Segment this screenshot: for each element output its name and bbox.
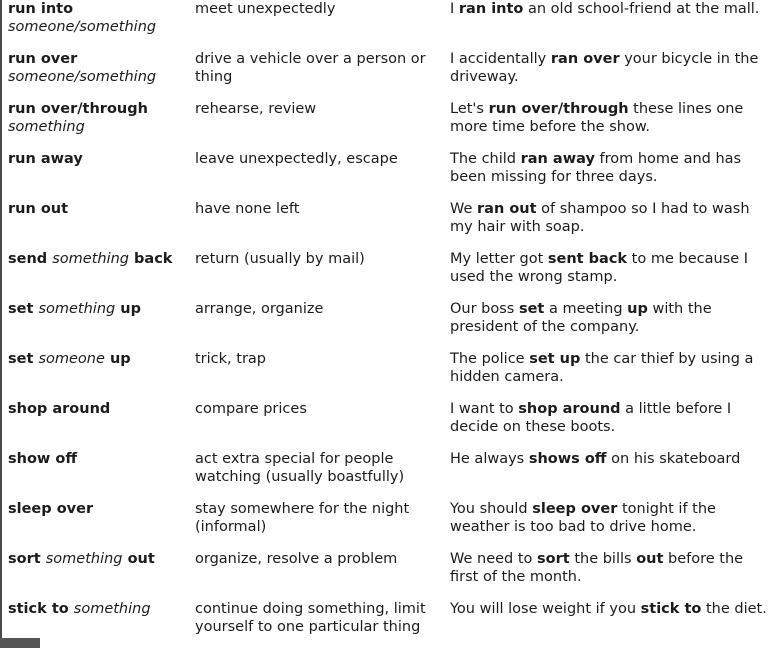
- sentence-text: I: [450, 1, 459, 17]
- sentence-text: Our boss: [450, 301, 519, 317]
- sentence-text: of shampoo so I had to wash my hair with soap.: [450, 201, 750, 235]
- phrasal-verb: [8, 50, 188, 86]
- example-sentence: [450, 600, 768, 618]
- verb-object: someone/something: [8, 19, 157, 35]
- sentence-text: before the first of the month.: [450, 551, 744, 585]
- sentence-text: The police: [450, 351, 530, 367]
- verb-text: show off: [8, 451, 78, 467]
- sentence-text: with the president of the company.: [450, 301, 712, 335]
- verb-object: something: [52, 251, 129, 267]
- definition: stay somewhere for the night (informal): [195, 501, 410, 535]
- sentence-text: We: [450, 201, 478, 217]
- sentence-text: the bills: [569, 551, 637, 567]
- phrasal-verb: [8, 100, 188, 136]
- sentence-text: from home and has been missing for three days.: [450, 151, 742, 185]
- phrasal-verb: [8, 150, 188, 168]
- example-sentence: [450, 350, 768, 386]
- verb-text: up: [104, 351, 131, 367]
- sentence-text: Let's: [450, 101, 489, 117]
- phrasal-verb: [8, 0, 188, 36]
- verb-object: someone: [38, 351, 105, 367]
- example-sentence: [450, 50, 768, 86]
- sentence-text: I want to: [450, 401, 519, 417]
- sentence-text: You should: [450, 501, 533, 517]
- verb-object: something: [73, 601, 151, 617]
- definition: arrange, organize: [195, 301, 324, 317]
- table-row: [8, 500, 773, 550]
- example-sentence: [450, 300, 768, 336]
- table-row: [8, 0, 773, 50]
- example-sentence: [450, 0, 768, 18]
- highlighted-verb: sort: [537, 551, 570, 567]
- sentence-text: We need to: [450, 551, 538, 567]
- verb-text: stick to: [8, 601, 74, 617]
- highlighted-verb: shows off: [528, 451, 607, 467]
- highlighted-verb: ran over: [550, 51, 620, 67]
- table-row: [8, 100, 773, 150]
- example-sentence: [450, 450, 768, 468]
- table-row: [8, 300, 773, 350]
- table-row: [8, 50, 773, 100]
- phrasal-verb: [8, 550, 188, 568]
- highlighted-verb: set: [518, 301, 545, 317]
- example-sentence: [450, 500, 768, 536]
- definition: act extra special for people watching (usually boastfully): [195, 451, 405, 485]
- sentence-text: on his skateboard: [606, 451, 741, 467]
- verb-text: set: [8, 301, 39, 317]
- highlighted-verb: ran into: [458, 1, 524, 17]
- verb-text: send: [8, 251, 53, 267]
- highlighted-verb: up: [627, 301, 648, 317]
- definition: meet unexpectedly: [195, 1, 336, 17]
- highlighted-verb: run over/through: [488, 101, 629, 117]
- sentence-text: to me because I used the wrong stamp.: [450, 251, 749, 285]
- verb-text: sleep over: [8, 501, 94, 517]
- sentence-text: The child: [450, 151, 521, 167]
- verb-text: shop around: [8, 401, 111, 417]
- verb-text: sort: [8, 551, 46, 567]
- definition: have none left: [195, 201, 300, 217]
- table-row: [8, 400, 773, 450]
- highlighted-verb: sent back: [547, 251, 628, 267]
- definition: organize, resolve a problem: [195, 551, 398, 567]
- definition: leave unexpectedly, escape: [195, 151, 398, 167]
- definition: rehearse, review: [195, 101, 317, 117]
- sentence-text: He always: [450, 451, 529, 467]
- sentence-text: your bicycle in the driveway.: [450, 51, 759, 85]
- highlighted-verb: set up: [529, 351, 581, 367]
- sentence-text: an old school-friend at the mall.: [523, 1, 760, 17]
- verb-text: run over/through: [8, 101, 148, 117]
- phrasal-verb: [8, 500, 188, 518]
- definition: drive a vehicle over a person or thing: [195, 51, 426, 85]
- table-row: [8, 350, 773, 400]
- definition: trick, trap: [195, 351, 266, 367]
- verb-object: something: [8, 119, 85, 135]
- example-sentence: [450, 150, 768, 186]
- sentence-text: a meeting: [544, 301, 628, 317]
- phrasal-verb: [8, 600, 188, 618]
- example-sentence: [450, 400, 768, 436]
- example-sentence: [450, 250, 768, 286]
- sentence-text: tonight if the weather is too bad to drive home.: [450, 501, 716, 535]
- table-row: [8, 450, 773, 500]
- sentence-text: the car thief by using a hidden camera.: [450, 351, 754, 385]
- sentence-text: My letter got: [450, 251, 548, 267]
- table-row: [8, 550, 773, 600]
- definition: return (usually by mail): [195, 251, 365, 267]
- verb-text: back: [129, 251, 173, 267]
- verb-object: someone/something: [8, 69, 157, 85]
- phrasal-verb: [8, 450, 188, 468]
- phrasal-verb: [8, 300, 188, 318]
- phrasal-verb: [8, 250, 188, 268]
- verb-text: run into: [8, 1, 74, 17]
- verb-object: something: [45, 551, 123, 567]
- sentence-text: You will lose weight if you: [450, 601, 641, 617]
- left-border: [0, 0, 2, 648]
- phrasal-verb: [8, 400, 188, 418]
- example-sentence: [450, 550, 768, 586]
- table-row: [8, 200, 773, 250]
- verb-text: up: [115, 301, 141, 317]
- highlighted-verb: out: [636, 551, 664, 567]
- highlighted-verb: shop around: [518, 401, 621, 417]
- definition: compare prices: [195, 401, 307, 417]
- verb-text: run over: [8, 51, 78, 67]
- phrasal-verb: [8, 350, 188, 368]
- verb-text: run out: [8, 201, 69, 217]
- highlighted-verb: ran out: [477, 201, 537, 217]
- table-row: [8, 600, 773, 650]
- verb-text: run away: [8, 151, 83, 167]
- sentence-text: the diet.: [701, 601, 767, 617]
- highlighted-verb: stick to: [640, 601, 702, 617]
- example-sentence: [450, 200, 768, 236]
- definition: continue doing something, limit yourself to one particular thing: [195, 601, 426, 635]
- verb-text: set: [8, 351, 39, 367]
- verb-object: something: [38, 301, 116, 317]
- verb-text: out: [122, 551, 155, 567]
- table-row: [8, 250, 773, 300]
- highlighted-verb: sleep over: [532, 501, 618, 517]
- sentence-text: a little before I decide on these boots.: [450, 401, 732, 435]
- sentence-text: I accidentally: [450, 51, 551, 67]
- highlighted-verb: ran away: [520, 151, 595, 167]
- table-row: [8, 150, 773, 200]
- sentence-text: these lines one more time before the show.: [450, 101, 744, 135]
- phrasal-verb: [8, 200, 188, 218]
- example-sentence: [450, 100, 768, 136]
